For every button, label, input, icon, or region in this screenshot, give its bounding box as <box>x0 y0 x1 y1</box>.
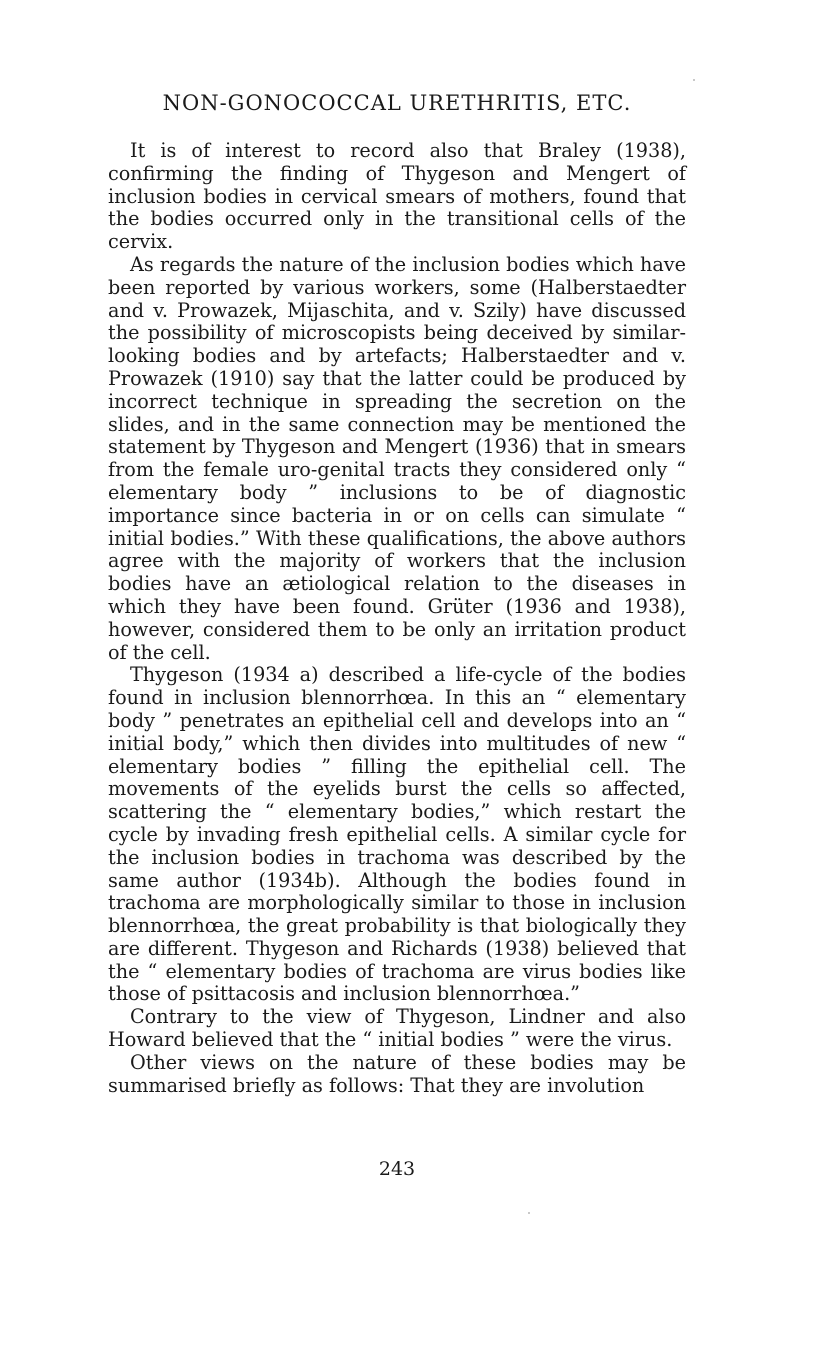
paragraph: Thygeson (1934 a) described a life-cycle of the bodies found in inclusion blennorrhœa. In this an “ elementary body ” penetrates an epithelial cell and develops into an “ initial body,” which then divides into multitudes of new “ elementary bodies ” filling the epithelial cell. The movements of the eyelids burst the cells so affected, scattering the “ elementary bodies,” which restart the cycle by invading fresh epithelial cells. A similar cycle for the inclusion bodies in trachoma was described by the same author (1934b). Although the bodies found in trachoma are morphologically similar to those in inclusion blennorrhœa, the great probability is that biologically they are different. Thygeson and Richards (1938) believed that the “ elementary bodies of trachoma are virus bodies like those of psittacosis and inclusion blennorrhœa.” <box>108 663 686 1006</box>
paragraph: As regards the nature of the inclusion bodies which have been reported by various workers, some (Halberstaedter and v. Prowazek, Mijaschita, and v. Szily) have discussed the possibility of microscopists being deceived by similar-looking bodies and by artefacts; Halberstaedter and v. Prowazek (1910) say that the latter could be produced by incorrect technique in spreading the secretion on the slides, and in the same connection may be mentioned the statement by Thygeson and Mengert (1936) that in smears from the female uro-genital tracts they considered only “ elementary body ” inclusions to be of diagnostic importance since bacteria in or on cells can simulate “ initial bodies.” With these qualifications, the above authors agree with the majority of workers that the inclusion bodies have an ætiological relation to the diseases in which they have been found. Grüter (1936 and 1938), however, considered them to be only an irritation product of the cell. <box>108 252 686 664</box>
page-number: 243 <box>378 1158 416 1180</box>
scan-speck <box>693 79 695 81</box>
paragraph: Contrary to the view of Thygeson, Lindner and also Howard believed that the “ initial bodies ” were the virus. <box>108 1005 686 1052</box>
body-text <box>108 140 686 1097</box>
running-head: NON-GONOCOCCAL URETHRITIS, ETC. <box>162 91 632 115</box>
paragraph: Other views on the nature of these bodies may be summarised briefly as follows: That they are involution <box>108 1050 686 1097</box>
paragraph: It is of interest to record also that Braley (1938), confirming the finding of Thygeson and Mengert of inclusion bodies in cervical smears of mothers, found that the bodies occurred only in the transitional cells of the cervix. <box>108 139 686 254</box>
page <box>108 88 686 1180</box>
scan-speck <box>528 1212 530 1214</box>
